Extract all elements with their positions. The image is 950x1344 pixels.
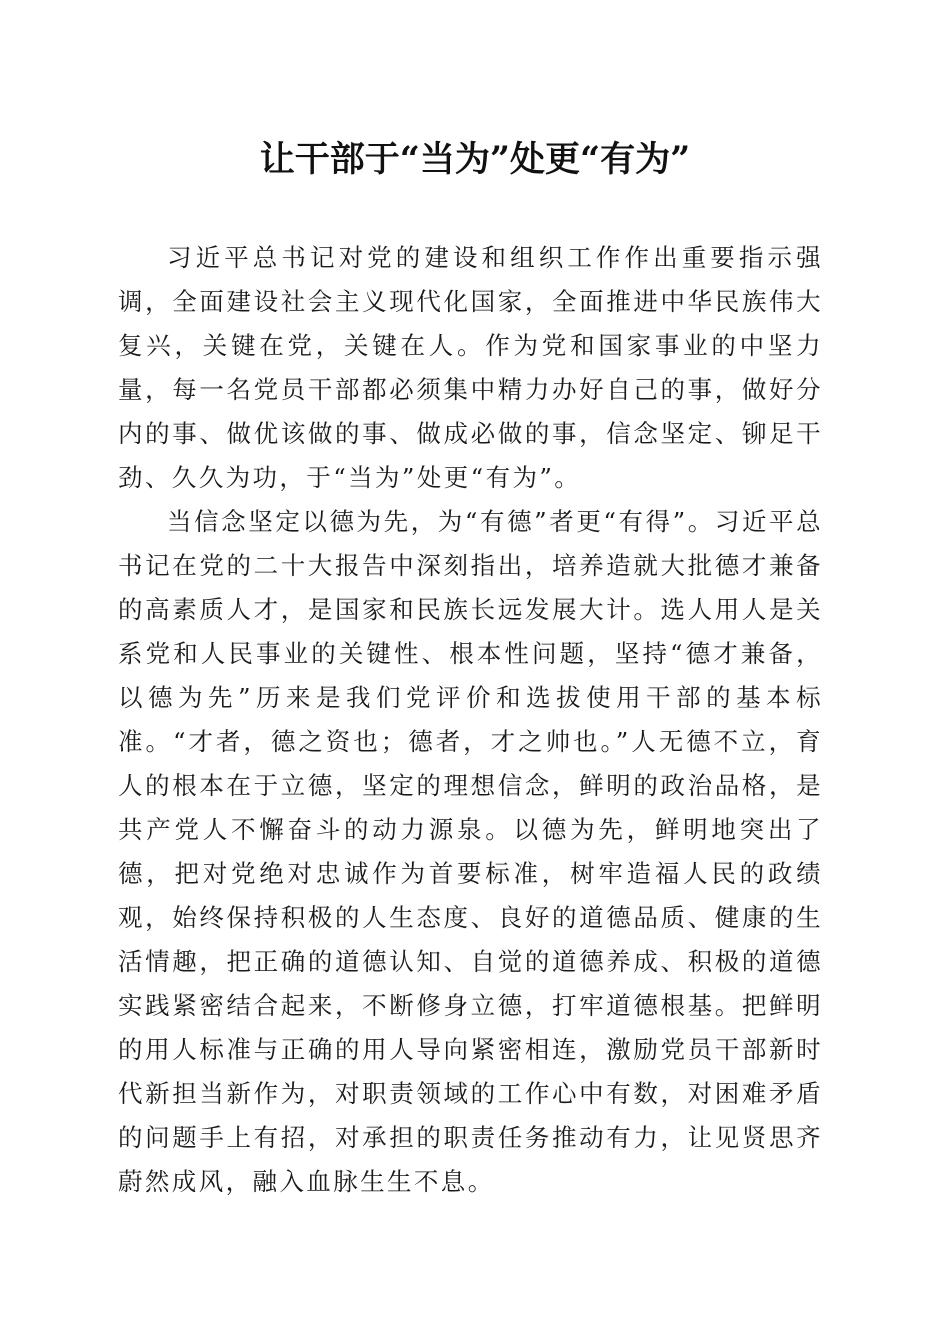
document-body — [118, 236, 823, 1204]
paragraph-virtue-first: 当信念坚定以德为先，为“有德”者更“有得”。习近平总书记在党的二十大报告中深刻指出，培养造就大批德才兼备的高素质人才，是国家和民族长远发展大计。选人用人是关系党和人民事业的关键性、根本性问题，坚持“德才兼备，以德为先”历来是我们党评价和选拔使用干部的基本标准。“才者，德之资也；德者，才之帅也。”人无德不立，育人的根本在于立德，坚定的理想信念，鲜明的政治品格，是共产党人不懈奋斗的动力源泉。以德为先，鲜明地突出了德，把对党绝对忠诚作为首要标准，树牢造福人民的政绩观，始终保持积极的人生态度、良好的道德品质、健康的生活情趣，把正确的道德认知、自觉的道德养成、积极的道德实践紧密结合起来，不断修身立德，打牢道德根基。把鲜明的用人标准与正确的用人导向紧密相连，激励党员干部新时代新担当新作为，对职责领域的工作心中有数，对困难矛盾的问题手上有招，对承担的职责任务推动有力，让见贤思齐蔚然成风，融入血脉生生不息。 — [118, 507, 823, 1196]
document-title: 让干部于“当为”处更“有为” — [259, 139, 691, 180]
paragraph-intro: 习近平总书记对党的建设和组织工作作出重要指示强调，全面建设社会主义现代化国家，全面推进中华民族伟大复兴，关键在党，关键在人。作为党和国家事业的中坚力量，每一名党员干部都必须集中精力办好自己的事，做好分内的事、做优该做的事、做成必做的事，信念坚定、铆足干劲、久久为功，于“当为”处更“有为”。 — [118, 243, 823, 492]
